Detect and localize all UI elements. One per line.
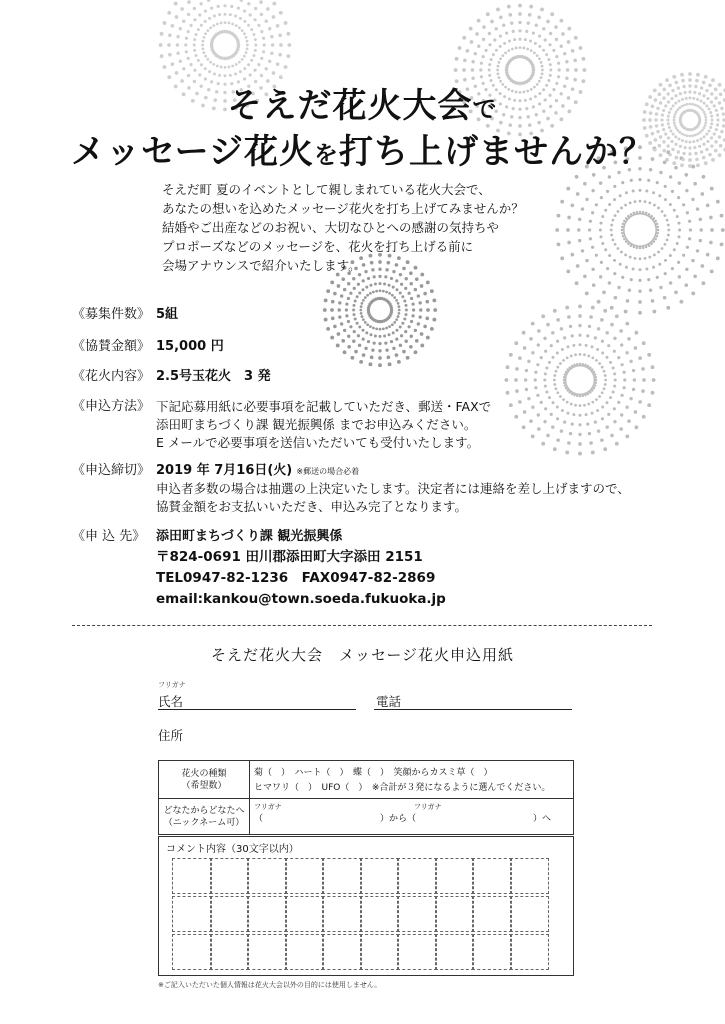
comment-char-cell[interactable] <box>510 896 550 932</box>
kind-options-line2[interactable]: ヒマワリ（ ） UFO（ ） ※合計が３発になるように選んでください。 <box>254 783 551 793</box>
deadline-note: ※郵送の場合必着 <box>296 467 360 476</box>
phone-label: 電話 <box>376 694 402 709</box>
comment-char-cell[interactable] <box>397 896 437 932</box>
contact-info <box>156 526 446 610</box>
comment-char-cell[interactable] <box>360 934 400 970</box>
contact-office: 添田町まちづくり課 観光振興係 <box>156 529 343 544</box>
intro-line: 結婚やご出産などのお祝い、大切なひとへの感謝の気持ちや <box>162 220 500 235</box>
comment-char-cell[interactable] <box>510 934 550 970</box>
intro-line: 会場アナウンスで紹介いたします。 <box>162 258 361 273</box>
comment-char-cell[interactable] <box>285 934 325 970</box>
recruit-count-value: 5組 <box>156 307 179 322</box>
content-label: 《花火内容》 <box>72 369 151 384</box>
deadline-text <box>156 480 630 516</box>
from-to-sublabel: （ニックネーム可） <box>163 817 245 828</box>
comment-char-cell[interactable] <box>210 858 250 894</box>
fee-row <box>72 338 224 356</box>
content-value: 2.5号玉花火 3 発 <box>156 369 271 384</box>
comment-char-cell[interactable] <box>472 934 512 970</box>
comment-char-cell[interactable] <box>472 896 512 932</box>
name-furigana: フリガナ <box>158 681 186 689</box>
comment-char-cell[interactable] <box>472 858 512 894</box>
deadline-value: 2019 年 7月16日(火) <box>156 463 293 478</box>
title-suffix: で <box>472 95 498 123</box>
kind-sublabel: （希望数） <box>181 780 227 791</box>
contact-row <box>72 528 156 546</box>
from-to-input-cell[interactable] <box>250 799 574 835</box>
cut-line <box>72 625 652 626</box>
contact-address: 〒824-0691 田川郡添田町大字添田 2151 <box>156 549 423 565</box>
method-line: 下記応募用紙に必要事項を記載していただき、郵送・FAXで <box>156 399 492 414</box>
deadline-label: 《申込締切》 <box>72 463 151 478</box>
kind-label-cell <box>159 761 250 799</box>
from-to-label: どなたからどなたへ <box>163 805 245 816</box>
comment-char-cell[interactable] <box>322 858 362 894</box>
comment-char-cell[interactable] <box>435 934 475 970</box>
comment-char-cell[interactable] <box>210 896 250 932</box>
comment-char-cell[interactable] <box>285 858 325 894</box>
contact-label: 《申 込 先》 <box>72 529 146 544</box>
fee-value: 15,000 円 <box>156 339 224 354</box>
title-part1: メッセージ花火 <box>71 132 314 172</box>
from-to-field[interactable]: （ ）から（ ）へ <box>254 814 552 824</box>
title-particle: を <box>313 141 339 169</box>
title-line-2 <box>0 124 725 173</box>
to-furigana: フリガナ <box>413 803 442 811</box>
intro-line: そえだ町 夏のイベントとして親しまれている花火大会で、 <box>162 182 491 197</box>
deadline-row <box>72 462 359 481</box>
from-to-furigana <box>254 801 569 813</box>
comment-char-cell[interactable] <box>247 896 287 932</box>
kind-options-line1[interactable]: 菊（ ） ハート（ ） 蝶（ ） 笑顔からカスミ草（ ） <box>254 768 493 778</box>
method-row <box>72 398 156 416</box>
contact-phone-fax: TEL0947-82-1236 FAX0947-82-2869 <box>156 570 436 586</box>
comment-char-cell[interactable] <box>172 934 212 970</box>
comment-char-cell[interactable] <box>435 896 475 932</box>
comment-label: コメント内容（30文字以内） <box>166 844 299 855</box>
kind-select-cell[interactable] <box>250 761 574 799</box>
comment-char-cell[interactable] <box>397 858 437 894</box>
comment-char-cell[interactable] <box>247 934 287 970</box>
name-label: 氏名 <box>158 694 184 709</box>
intro-line: あなたの想いを込めたメッセージ花火を打ち上げてみませんか？ <box>162 201 524 216</box>
content-row <box>72 368 271 386</box>
intro-line: プロポーズなどのメッセージを、花火を打ち上げる前に <box>162 239 474 254</box>
kind-label: 花火の種類 <box>181 768 227 779</box>
comment-char-cell[interactable] <box>397 934 437 970</box>
comment-char-cell[interactable] <box>285 896 325 932</box>
from-furigana: フリガナ <box>254 803 282 811</box>
title-main: そえだ花火大会 <box>227 86 473 126</box>
address-label: 住所 <box>158 728 184 743</box>
method-line: E メールで必要事項を送信いただいても受付いたします。 <box>156 435 480 450</box>
comment-char-cell[interactable] <box>172 896 212 932</box>
form-title: そえだ花火大会 メッセージ花火申込用紙 <box>210 646 515 664</box>
method-text <box>156 398 491 452</box>
intro-text <box>162 180 524 275</box>
title-line-1 <box>0 78 725 127</box>
name-field[interactable] <box>158 709 356 710</box>
comment-char-cell[interactable] <box>322 934 362 970</box>
comment-char-cell[interactable] <box>360 858 400 894</box>
comment-char-cell[interactable] <box>360 896 400 932</box>
comment-char-cell[interactable] <box>172 858 212 894</box>
comment-char-cell[interactable] <box>210 934 250 970</box>
deadline-line: 申込者多数の場合は抽選の上決定いたします。決定者には連絡を差し上げますので、 <box>156 481 630 496</box>
comment-char-cell[interactable] <box>247 858 287 894</box>
recruit-count-label: 《募集件数》 <box>72 307 151 322</box>
contact-email[interactable]: email:kankou@town.soeda.fukuoka.jp <box>156 591 446 607</box>
phone-field[interactable] <box>374 709 572 710</box>
fireworks-table <box>158 760 574 835</box>
comment-char-cell[interactable] <box>510 858 550 894</box>
from-to-label-cell <box>159 799 250 835</box>
comment-char-cell[interactable] <box>322 896 362 932</box>
fee-label: 《協賛金額》 <box>72 339 151 354</box>
title-part2: 打ち上げませんか？ <box>338 132 654 172</box>
comment-char-cell[interactable] <box>435 858 475 894</box>
method-line: 添田町まちづくり課 観光振興係 までお申込みください。 <box>156 417 477 432</box>
method-label: 《申込方法》 <box>72 399 151 414</box>
privacy-footnote: ※ご記入いただいた個人情報は花火大会以外の目的には使用しません。 <box>158 981 382 989</box>
recruit-count-row <box>72 306 178 324</box>
deadline-line: 協賛金額をお支払いいただき、申込み完了となります。 <box>156 499 468 514</box>
